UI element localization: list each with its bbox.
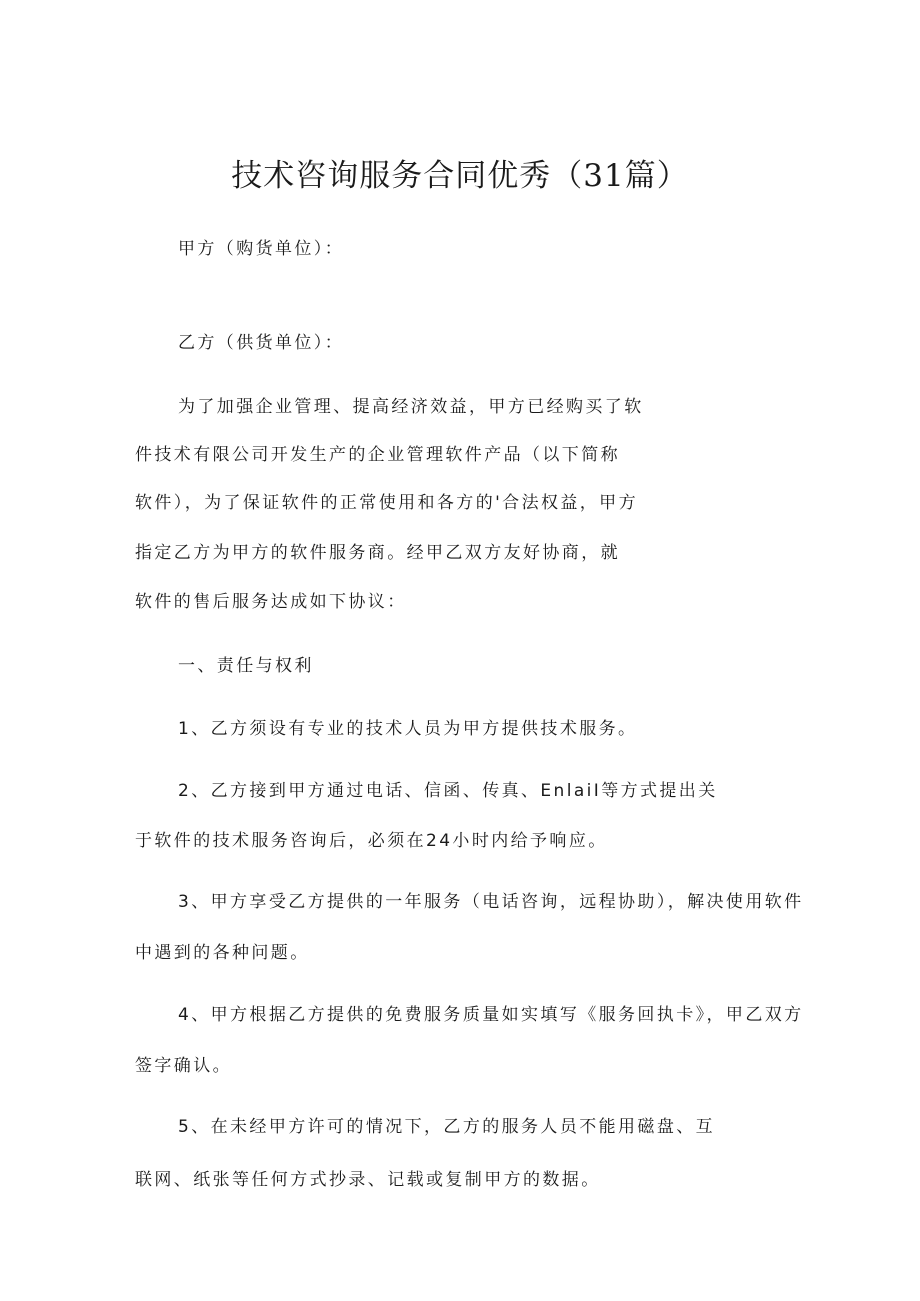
clause-3-line-1: 3、甲方享受乙方提供的一年服务（电话咨询，远程协助），解决使用软件 [178,892,804,912]
document-title: 技术咨询服务合同优秀（31篇） [231,158,689,194]
party-a-line: 甲方（购货单位）： [178,239,345,259]
intro-line-1: 为了加强企业管理、提高经济效益，甲方已经购买了软 [178,397,644,417]
clause-2-line-2: 于软件的技术服务咨询后，必须在24小时内给予响应。 [135,831,608,851]
intro-line-3: 软件），为了保证软件的正常使用和各方的'合法权益，甲方 [135,493,638,513]
intro-line-5: 软件的售后服务达成如下协议： [135,592,407,612]
clause-3-line-2: 中遇到的各种问题。 [135,943,310,963]
intro-line-4: 指定乙方为甲方的软件服务商。经甲乙双方友好协商，就 [135,543,620,563]
clause-4-line-2: 签字确认。 [135,1056,232,1076]
clause-5-line-2: 联网、纸张等任何方式抄录、记载或复制甲方的数据。 [135,1170,601,1190]
section-1-heading: 一、责任与权利 [178,656,314,676]
party-b-line: 乙方（供货单位）： [178,333,345,353]
clause-4-line-1: 4、甲方根据乙方提供的免费服务质量如实填写《服务回执卡》，甲乙双方 [178,1005,804,1025]
clause-2-line-1: 2、乙方接到甲方通过电话、信函、传真、EnlaiI等方式提出关 [178,781,718,801]
clause-5-line-1: 5、在未经甲方许可的情况下，乙方的服务人员不能用磁盘、互 [178,1117,716,1137]
intro-line-2: 件技术有限公司开发生产的企业管理软件产品（以下简称 [135,445,620,465]
clause-1-line-1: 1、乙方须设有专业的技术人员为甲方提供技术服务。 [178,719,638,739]
